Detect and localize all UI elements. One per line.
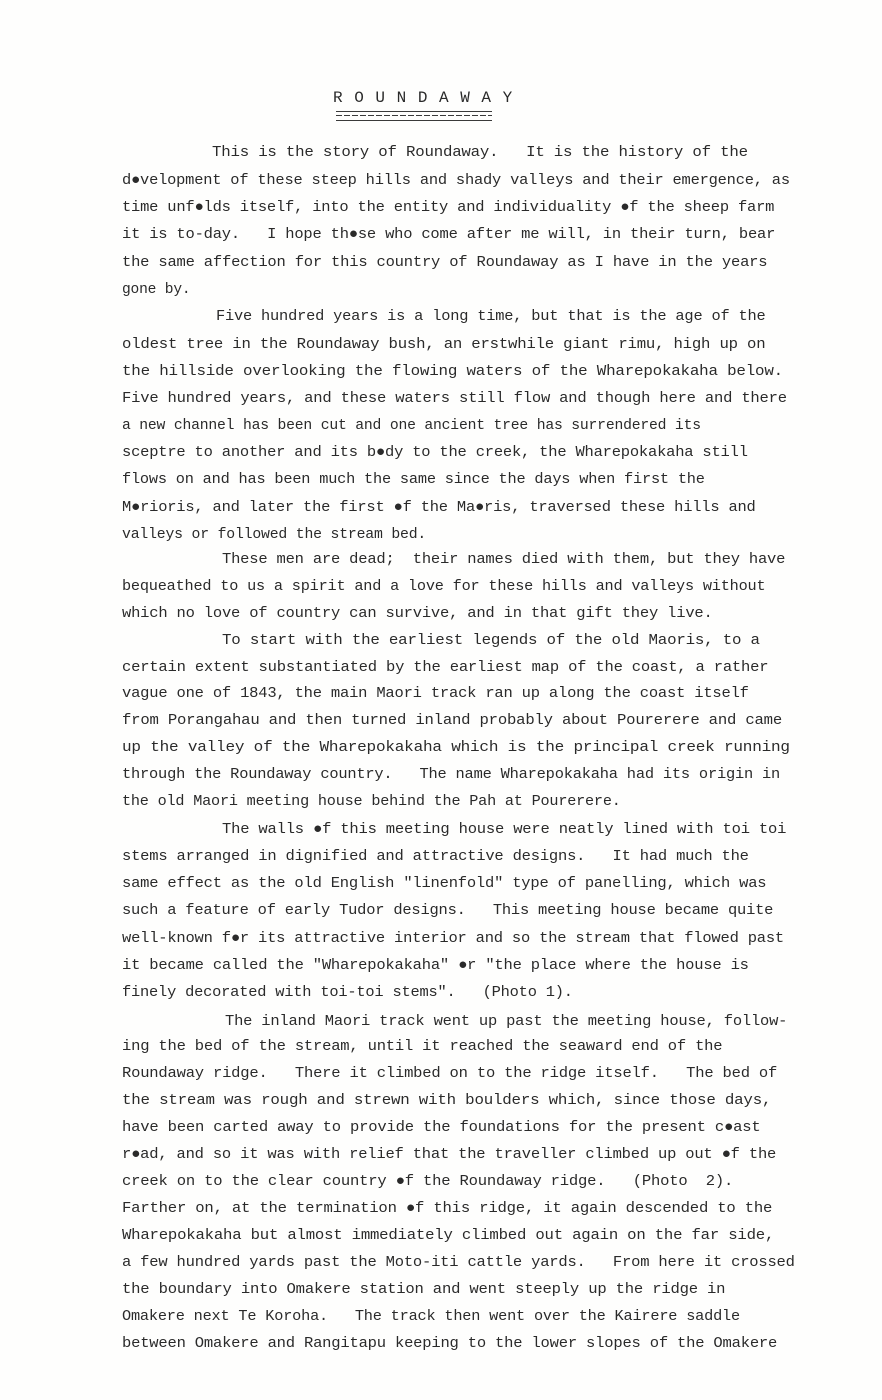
text-line: valleys or followed the stream bed. [122,526,427,543]
text-line: vague one of 1843, the main Maori track ran up along the coast itself [122,685,749,702]
text-line: through the Roundaway country. The name Wharepokakaha had its origin in [122,766,781,783]
text-line: flows on and has been much the same since the days when first the [122,471,705,488]
text-line: up the valley of the Wharepokakaha which is the principal creek running [122,739,790,756]
text-line: r●ad, and so it was with relief that the traveller climbed up out ●f the [122,1146,777,1163]
title-underline [336,111,492,121]
text-line: Roundaway ridge. There it climbed on to the ridge itself. The bed of [122,1065,778,1082]
text-line: To start with the earliest legends of the old Maoris, to a [222,632,760,649]
text-line: Five hundred years is a long time, but that is the age of the [216,308,766,325]
text-line: Wharepokakaha but almost immediately climbed out again on the far side, [122,1227,775,1244]
text-line: This is the story of Roundaway. It is the history of the [212,144,748,161]
text-line: Omakere next Te Koroha. The track then went over the Kairere saddle [122,1308,740,1325]
page-title: R O U N D A W A Y [333,89,514,107]
text-line: it became called the "Wharepokakaha" ●r "the place where the house is [122,957,749,974]
text-line: finely decorated with toi-toi stems". (Photo 1). [122,984,573,1001]
text-line: Five hundred years, and these waters still flow and though here and there [122,390,787,407]
text-line: The inland Maori track went up past the meeting house, follow- [225,1013,788,1030]
text-line: Farther on, at the termination ●f this ridge, it again descended to the [122,1200,773,1217]
text-line: the hillside overlooking the flowing waters of the Wharepokakaha below. [122,363,783,380]
text-line: from Porangahau and then turned inland probably about Pourerere and came [122,712,783,729]
text-line: the stream was rough and strewn with boulders which, since those days, [122,1092,772,1109]
text-line: a new channel has been cut and one ancient tree has surrendered its [122,417,701,434]
text-line: gone by. [122,281,191,298]
text-line: the same affection for this country of Roundaway as I have in the years [122,254,768,271]
text-line: M●rioris, and later the first ●f the Ma●ris, traversed these hills and [122,499,756,516]
text-line: a few hundred yards past the Moto-iti cattle yards. From here it crossed [122,1254,795,1271]
text-line: the old Maori meeting house behind the Pah at Pourerere. [122,793,621,810]
text-line: sceptre to another and its b●dy to the creek, the Wharepokakaha still [122,444,748,461]
text-line: the boundary into Omakere station and went steeply up the ridge in [122,1281,726,1298]
text-line: bequeathed to us a spirit and a love for these hills and valleys without [122,578,766,595]
text-line: d●velopment of these steep hills and shady valleys and their emergence, as [122,172,790,189]
text-line: oldest tree in the Roundaway bush, an erstwhile giant rimu, high up on [122,336,766,353]
text-line: between Omakere and Rangitapu keeping to the lower slopes of the Omakere [122,1335,778,1352]
text-line: certain extent substantiated by the earliest map of the coast, a rather [122,659,769,676]
text-line: such a feature of early Tudor designs. This meeting house became quite [122,902,774,919]
text-line: ing the bed of the stream, until it reached the seaward end of the [122,1038,723,1055]
text-line: These men are dead; their names died with them, but they have [222,551,786,568]
text-line: it is to-day. I hope th●se who come after me will, in their turn, bear [122,226,776,243]
text-line: creek on to the clear country ●f the Roundaway ridge. (Photo 2). [122,1173,734,1190]
text-line: have been carted away to provide the foundations for the present c●ast [122,1119,761,1136]
text-line: time unf●lds itself, into the entity and individuality ●f the sheep farm [122,199,775,216]
text-line: well-known f●r its attractive interior and so the stream that flowed past [122,930,784,947]
text-line: The walls ●f this meeting house were neatly lined with toi toi [222,821,787,838]
text-line: which no love of country can survive, and in that gift they live. [122,605,713,622]
text-line: stems arranged in dignified and attractive designs. It had much the [122,848,749,865]
text-line: same effect as the old English "linenfold" type of panelling, which was [122,875,767,892]
